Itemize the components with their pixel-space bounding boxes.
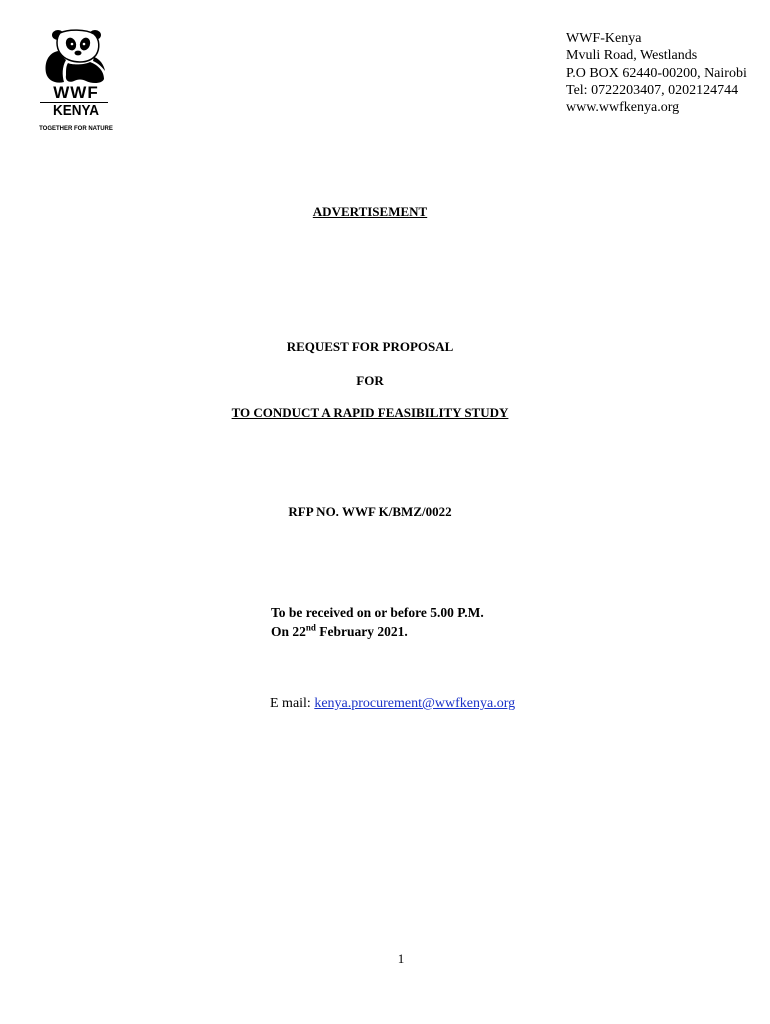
rfp-for: FOR [356,373,384,388]
rfp-title: REQUEST FOR PROPOSAL [286,339,454,354]
rfp-number: RFP NO. WWF K/BMZ/0022 [288,504,452,519]
address-line: WWF-Kenya [566,31,642,46]
page-number: 1 [397,951,405,966]
deadline-date-prefix: On 22 [271,624,306,639]
rfp-subject: TO CONDUCT A RAPID FEASIBILITY STUDY [231,405,509,420]
deadline-line-1: To be received on or before 5.00 P.M. [271,605,484,620]
address-line: www.wwfkenya.org [566,100,680,116]
logo-tagline: TOGETHER FOR NATURE [39,126,113,132]
address-line: Tel: 0722203407, 0202124744 [566,82,739,98]
email-label: E mail: [270,696,315,711]
contact-email [270,696,515,712]
address-line: P.O BOX 62440-00200, Nairobi [566,65,747,81]
deadline-date-suffix: nd [305,622,316,633]
address-line: Mvuli Road, Westlands [566,48,698,64]
sender-address [566,30,747,116]
wwf-kenya-logo [38,29,114,137]
deadline-date-rest: February 2021. [315,624,408,639]
document-heading: ADVERTISEMENT [312,204,428,219]
email-link[interactable]: kenya.procurement@wwfkenya.org [314,696,516,711]
deadline-line-2 [271,622,484,641]
panda-icon [38,29,114,85]
logo-country: KENYA [52,102,100,119]
logo-brand: WWF [53,83,99,102]
submission-deadline [271,603,484,641]
